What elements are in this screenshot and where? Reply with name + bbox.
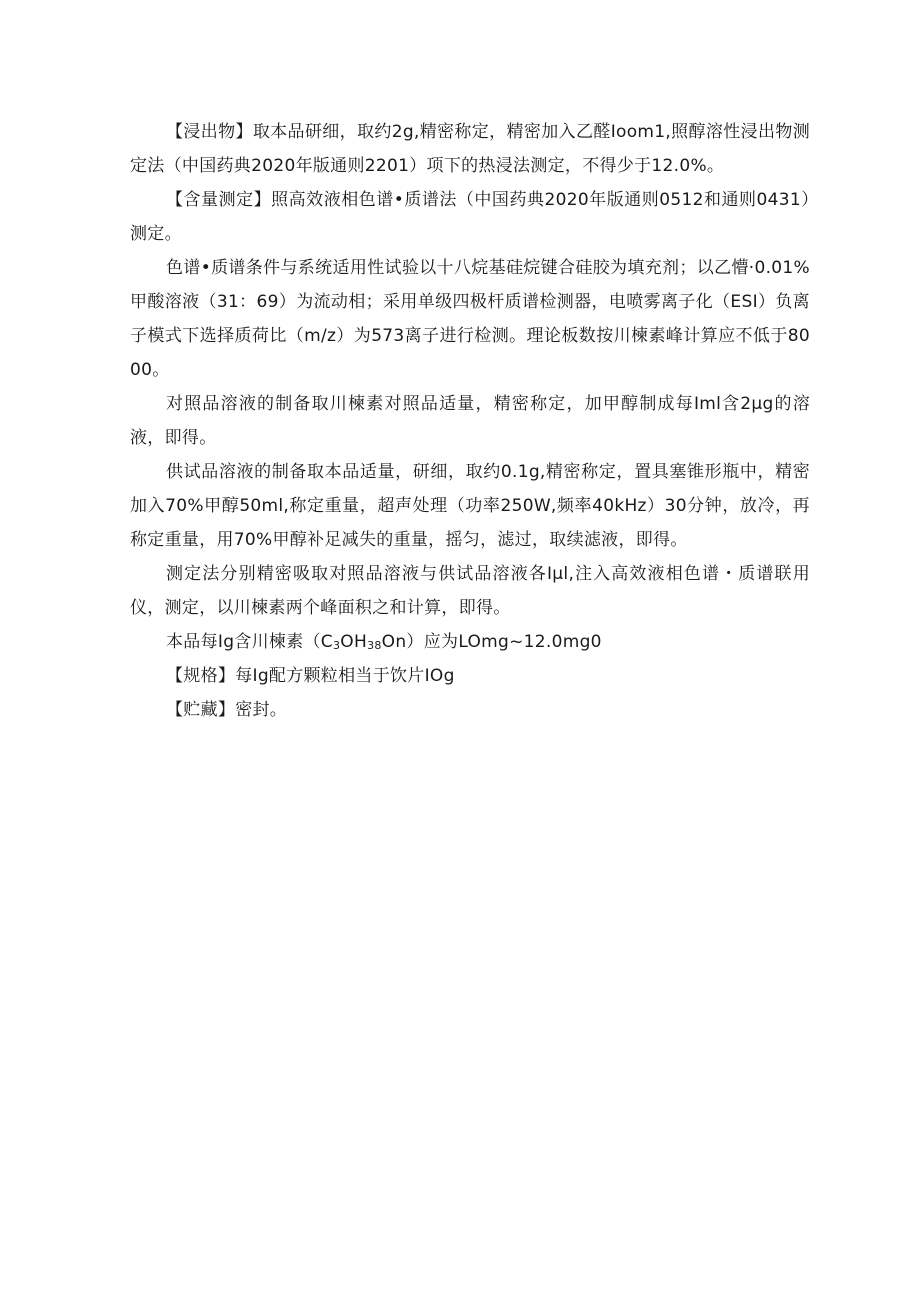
paragraph-reference-solution: 对照品溶液的制备取川楝素对照品适量，精密称定，加甲醇制成每Iml含2μg的溶液，即得。: [130, 394, 810, 448]
paragraph-storage: 【贮藏】密封。: [166, 700, 288, 720]
paragraph-test-solution: 供试品溶液的制备取本品适量，研细，取约0.1g,精密称定，置具塞锥形瓶中，精密加入70%甲醇50ml,称定重量，超声处理（功率250W,频率40kHz）30分钟，放冷，再称定重量，用70%甲醇补足减失的重量，摇匀，滤过，取续滤液，即得。: [130, 462, 810, 550]
paragraph-extract: 【浸出物】取本品研细，取约2g,精密称定，精密加入乙醛Ioom1,照醇溶性浸出物测定法（中国药典2020年版通则2201）项下的热浸法测定，不得少于12.0%。: [130, 122, 810, 176]
document-body: [130, 115, 810, 727]
paragraph-assay: 【含量测定】照高效液相色谱•质谱法（中国药典2020年版通则0512和通则0431）测定。: [130, 190, 810, 244]
paragraph-specification: 【规格】每Ig配方颗粒相当于饮片IOg: [166, 666, 455, 686]
paragraph-procedure: 测定法分别精密吸取对照品溶液与供试品溶液各Iμl,注入高效液相色谱・质谱联用仪，测定，以川楝素两个峰面积之和计算，即得。: [130, 564, 810, 618]
paragraph-content-limit: [130, 625, 810, 659]
formula-sub-c: 3: [332, 639, 341, 652]
content-limit-text-c: On）应为LOmg~12.0mg0: [381, 632, 602, 652]
paragraph-chromatography-conditions: 色谱•质谱条件与系统适用性试验以十八烷基硅烷键合硅胶为填充剂；以乙懵·0.01%甲酸溶液（31：69）为流动相；采用单级四极杆质谱检测器，电喷雾离子化（ESI）负离子模式下选择质荷比（m/z）为573离子进行检测。理论板数按川楝素峰计算应不低于8000。: [130, 258, 810, 380]
formula-sub-h: 38: [367, 639, 382, 652]
content-limit-text-a: 本品每Ig含川楝素（C: [166, 632, 333, 652]
content-limit-text-b: OH: [340, 632, 368, 652]
